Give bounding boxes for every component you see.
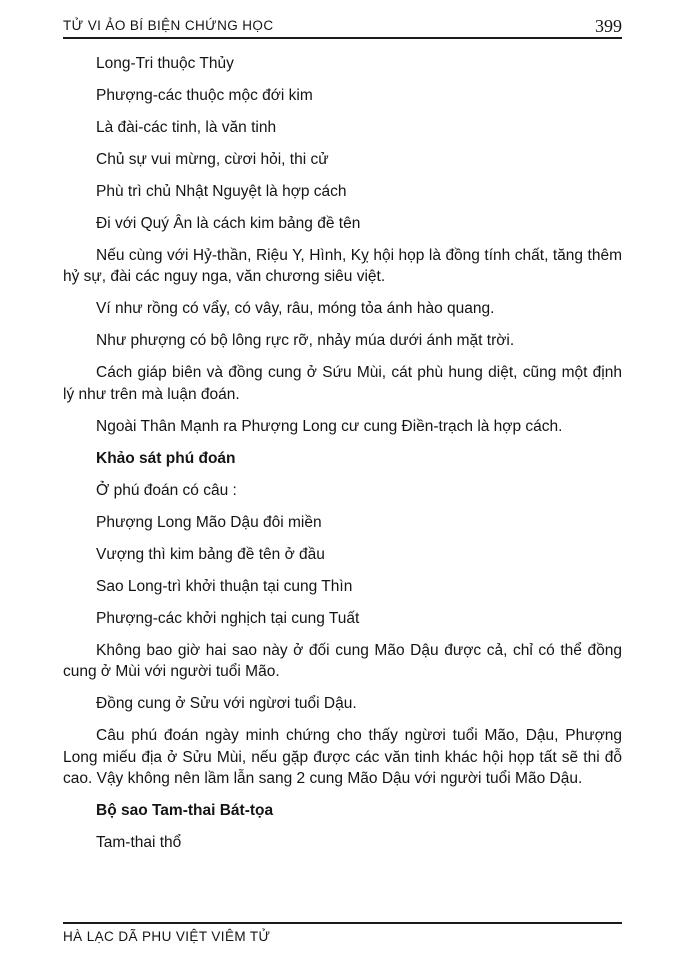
verse-line: Đồng cung ở Sửu với ngừơi tuổi Dậu. (96, 695, 357, 713)
verse-line: Vượng thì kim bảng đề tên ở đầu (96, 545, 325, 563)
verse-line: Ngoài Thân Mạnh ra Phượng Long cư cung Điền-trạch là hợp cách. (96, 417, 563, 435)
verse-line: Như phượng có bộ lông rực rỡ, nhảy múa dưới ánh mặt trời. (96, 332, 515, 350)
verse-line: Phù trì chủ Nhật Nguyệt là hợp cách (96, 183, 347, 200)
verse-line: Ví như rồng có vẩy, có vây, râu, móng tỏa ánh hào quang. (96, 300, 495, 318)
verse-line: Ở phú đoán có câu : (96, 481, 237, 499)
section-heading: Bộ sao Tam-thai Bát-tọa (96, 802, 274, 820)
verse-line: Long-Tri thuộc Thủy (96, 55, 234, 72)
verse-line: Là đài-các tinh, là văn tinh (96, 119, 277, 136)
page-body (63, 53, 622, 864)
page-number: 399 (595, 16, 622, 36)
verse-line: Phượng-các khởi nghịch tại cung Tuất (96, 609, 360, 627)
verse-line: Tam-thai thổ (96, 834, 182, 852)
paragraph: Cách giáp biên và đồng cung ở Sứu Mùi, cát phù hung diệt, cũng một định lý như trên mà luận đoán. (63, 364, 622, 403)
running-head-title: TỬ VI ẢO BÍ BIỆN CHỨNG HỌC (63, 18, 274, 33)
verse-line: Phượng-các thuộc mộc đới kim (96, 87, 313, 104)
running-foot-author: HÀ LẠC DÃ PHU VIỆT VIÊM TỬ (63, 929, 271, 944)
verse-line: Chủ sự vui mừng, cừơi hỏi, thi cử (96, 151, 329, 168)
paragraph: Không bao giờ hai sao này ở đối cung Mão Dậu được cả, chỉ có thể đồng cung ở Mùi với người tuổi Mão. (63, 641, 622, 681)
page-footer (63, 922, 622, 946)
page-header (63, 18, 622, 39)
section-heading: Khảo sát phú đoán (96, 449, 236, 467)
paragraph: Nếu cùng với Hỷ-thần, Riệu Y, Hình, Kỵ hội họp là đồng tính chất, tăng thêm hỷ sự, đài các nguy nga, văn chương siêu việt. (63, 247, 622, 286)
verse-line: Phượng Long Mão Dậu đôi miền (96, 513, 322, 531)
verse-line: Sao Long-trì khởi thuận tại cung Thìn (96, 577, 353, 595)
verse-line: Đi với Quý Ân là cách kim bảng đề tên (96, 215, 361, 232)
paragraph: Câu phú đoán ngày minh chứng cho thấy ngừơi tuổi Mão, Dậu, Phượng Long miếu địa ở Sửu Mùi, nếu gặp được các văn tinh khác hội họp tất sẽ thi đỗ cao. Vậy không nên lầm lẫn sang 2 cung Mão Dậu với người tuổi Mão Dậu. (63, 727, 622, 788)
